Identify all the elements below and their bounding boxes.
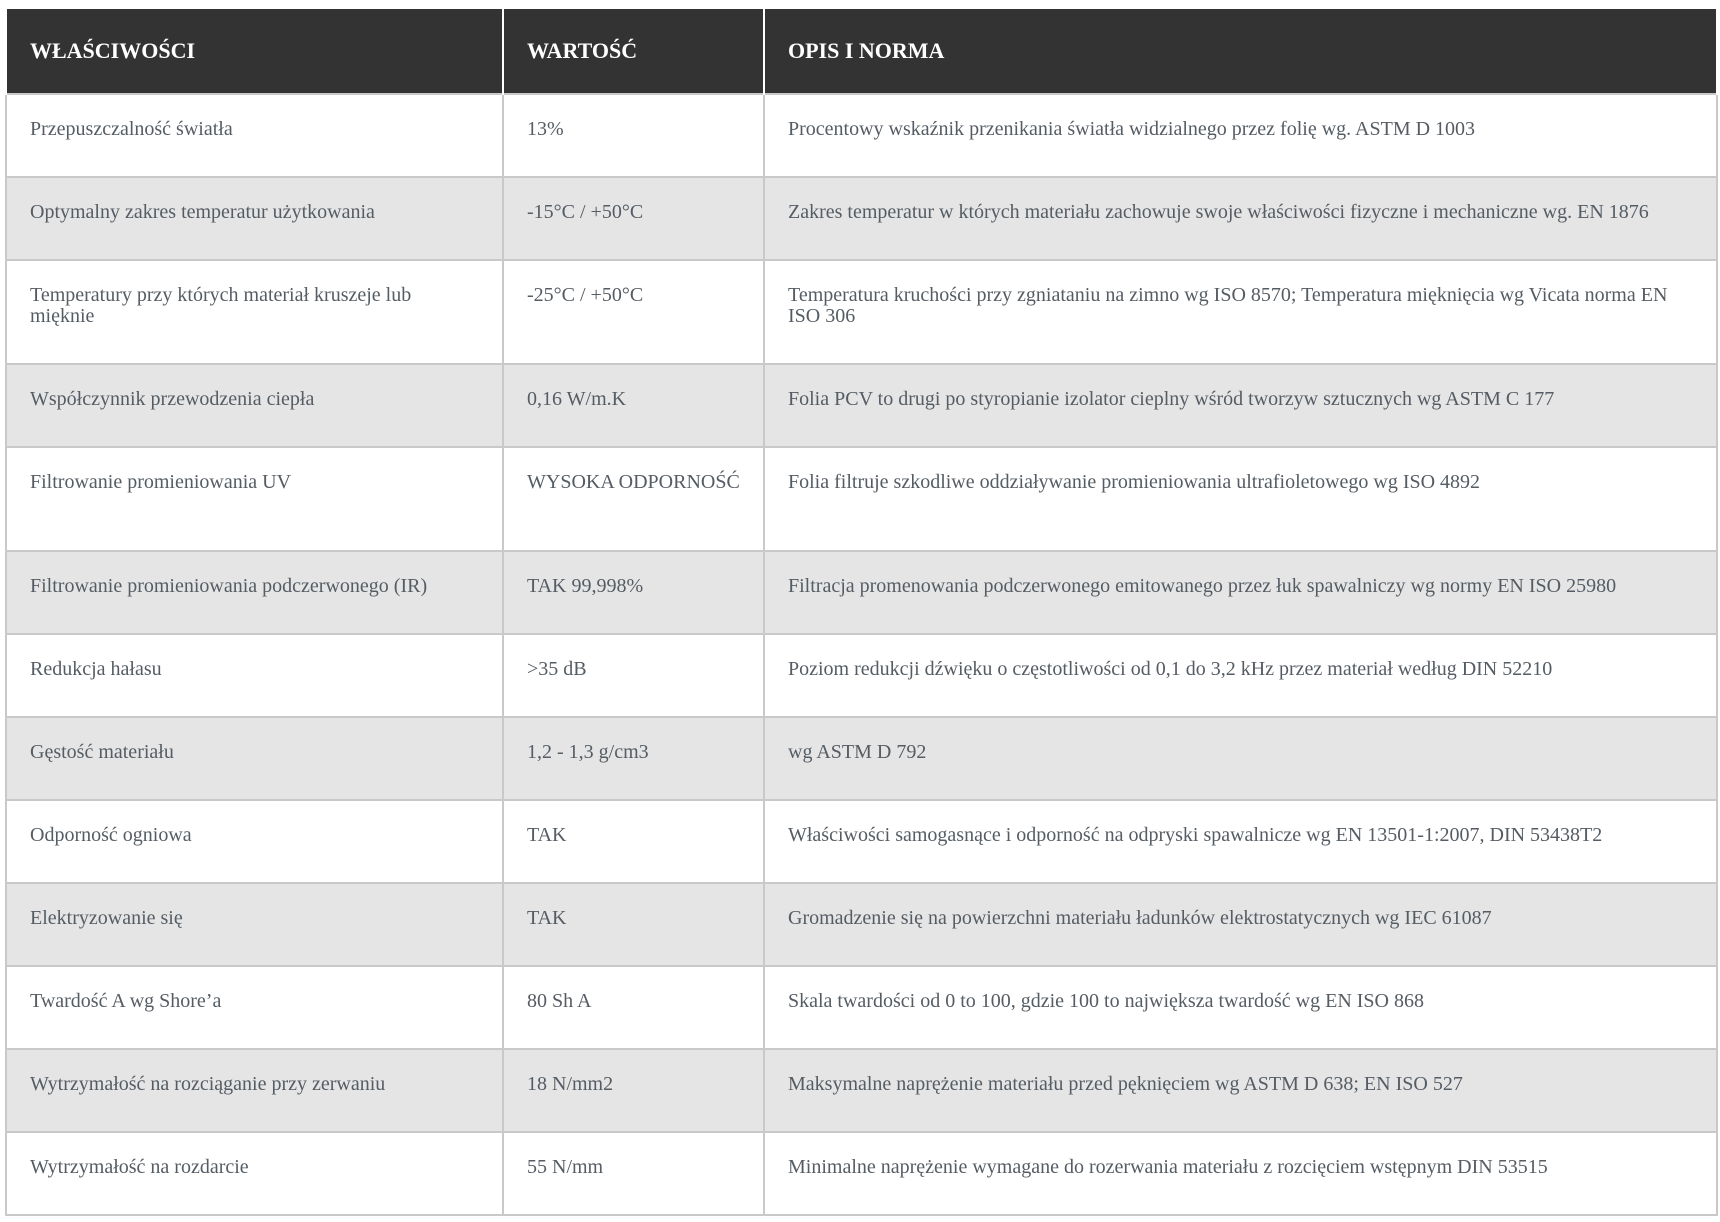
table-row	[6, 883, 1717, 966]
cell-property: Wytrzymałość na rozdarcie	[6, 1132, 503, 1215]
table-row	[6, 1049, 1717, 1132]
cell-description: Maksymalne naprężenie materiału przed pęknięciem wg ASTM D 638; EN ISO 527	[764, 1049, 1717, 1132]
properties-table-container	[5, 9, 1716, 1216]
cell-value: 80 Sh A	[503, 966, 764, 1049]
table-row	[6, 551, 1717, 634]
cell-value: WYSOKA ODPORNOŚĆ	[503, 447, 764, 551]
cell-property: Optymalny zakres temperatur użytkowania	[6, 177, 503, 260]
cell-value: TAK	[503, 883, 764, 966]
cell-value: -25°C / +50°C	[503, 260, 764, 364]
header-row	[6, 9, 1717, 94]
table-row	[6, 364, 1717, 447]
cell-value: 55 N/mm	[503, 1132, 764, 1215]
cell-description: Procentowy wskaźnik przenikania światła widzialnego przez folię wg. ASTM D 1003	[764, 94, 1717, 177]
cell-description: Temperatura kruchości przy zgniataniu na zimno wg ISO 8570; Temperatura mięknięcia wg Vicata norma EN ISO 306	[764, 260, 1717, 364]
table-body	[6, 94, 1717, 1215]
cell-property: Współczynnik przewodzenia ciepła	[6, 364, 503, 447]
cell-property: Elektryzowanie się	[6, 883, 503, 966]
cell-description: Gromadzenie się na powierzchni materiału ładunków elektrostatycznych wg IEC 61087	[764, 883, 1717, 966]
cell-value: TAK	[503, 800, 764, 883]
cell-value: 13%	[503, 94, 764, 177]
cell-value: 18 N/mm2	[503, 1049, 764, 1132]
cell-description: wg ASTM D 792	[764, 717, 1717, 800]
cell-value: >35 dB	[503, 634, 764, 717]
table-row	[6, 634, 1717, 717]
cell-property: Filtrowanie promieniowania UV	[6, 447, 503, 551]
cell-value: -15°C / +50°C	[503, 177, 764, 260]
cell-description: Zakres temperatur w których materiału zachowuje swoje właściwości fizyczne i mechaniczne wg. EN 1876	[764, 177, 1717, 260]
table-row	[6, 260, 1717, 364]
header-properties: WŁAŚCIWOŚCI	[6, 9, 503, 94]
header-value: WARTOŚĆ	[503, 9, 764, 94]
cell-description: Właściwości samogasnące i odporność na odpryski spawalnicze wg EN 13501-1:2007, DIN 53438T2	[764, 800, 1717, 883]
properties-table	[5, 9, 1718, 1216]
cell-property: Przepuszczalność światła	[6, 94, 503, 177]
cell-property: Temperatury przy których materiał kruszeje lub mięknie	[6, 260, 503, 364]
cell-description: Poziom redukcji dźwięku o częstotliwości od 0,1 do 3,2 kHz przez materiał według DIN 52210	[764, 634, 1717, 717]
cell-description: Folia filtruje szkodliwe oddziaływanie promieniowania ultrafioletowego wg ISO 4892	[764, 447, 1717, 551]
cell-property: Gęstość materiału	[6, 717, 503, 800]
table-row	[6, 447, 1717, 551]
cell-description: Minimalne naprężenie wymagane do rozerwania materiału z rozcięciem wstępnym DIN 53515	[764, 1132, 1717, 1215]
table-row	[6, 177, 1717, 260]
cell-description: Folia PCV to drugi po styropianie izolator cieplny wśród tworzyw sztucznych wg ASTM C 177	[764, 364, 1717, 447]
cell-value: TAK 99,998%	[503, 551, 764, 634]
cell-value: 1,2 - 1,3 g/cm3	[503, 717, 764, 800]
cell-description: Skala twardości od 0 to 100, gdzie 100 to największa twardość wg EN ISO 868	[764, 966, 1717, 1049]
cell-value: 0,16 W/m.K	[503, 364, 764, 447]
cell-property: Odporność ogniowa	[6, 800, 503, 883]
table-header	[6, 9, 1717, 94]
table-row	[6, 966, 1717, 1049]
cell-property: Filtrowanie promieniowania podczerwonego (IR)	[6, 551, 503, 634]
cell-description: Filtracja promenowania podczerwonego emitowanego przez łuk spawalniczy wg normy EN ISO 25980	[764, 551, 1717, 634]
table-row	[6, 1132, 1717, 1215]
table-row	[6, 800, 1717, 883]
cell-property: Wytrzymałość na rozciąganie przy zerwaniu	[6, 1049, 503, 1132]
table-row	[6, 94, 1717, 177]
cell-property: Redukcja hałasu	[6, 634, 503, 717]
header-description: OPIS I NORMA	[764, 9, 1717, 94]
cell-property: Twardość A wg Shore’a	[6, 966, 503, 1049]
table-row	[6, 717, 1717, 800]
